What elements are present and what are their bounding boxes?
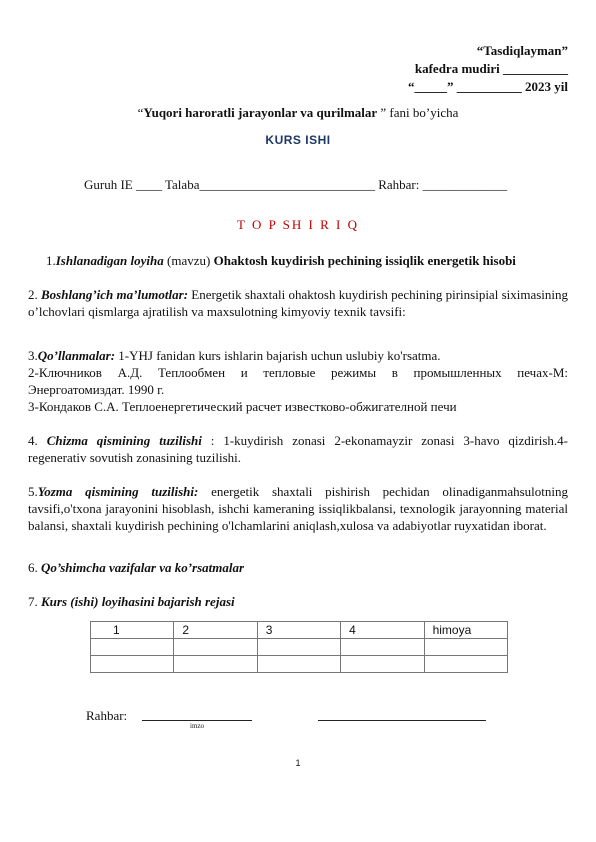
item-7 <box>28 593 568 610</box>
item-5 <box>28 483 568 534</box>
plan-cell <box>424 656 507 673</box>
subject-suffix: ” fani bo’yicha <box>377 105 459 120</box>
item-1-number: 1. <box>46 253 56 268</box>
item-3-reference-3: 3-Кондаков С.А. Теплоенергетический расчет известково-обжигателной печи <box>28 399 457 414</box>
item-7-number: 7. <box>28 594 41 609</box>
plan-table <box>90 621 508 673</box>
approval-title: “Tasdiqlayman” <box>476 43 568 58</box>
kurs-ishi-title: KURS ISHI <box>265 133 331 147</box>
plan-table-header-row <box>91 622 508 639</box>
item-4 <box>28 432 568 466</box>
plan-cell <box>174 639 257 656</box>
subject-open-quote: “ <box>137 105 144 120</box>
plan-cell <box>341 639 424 656</box>
item-4-number: 4. <box>28 433 47 448</box>
plan-header-cell: 2 <box>174 622 257 639</box>
plan-header-cell: 1 <box>91 622 174 639</box>
imzo-label: imzo <box>190 722 204 730</box>
signature-line <box>142 720 252 721</box>
item-5-label: Yozma qismining tuzilishi: <box>37 484 199 499</box>
plan-cell <box>174 656 257 673</box>
item-6-number: 6. <box>28 560 41 575</box>
plan-header-cell: 4 <box>341 622 424 639</box>
item-2-number: 2. <box>28 287 42 302</box>
plan-table-row <box>91 639 508 656</box>
item-1-text: Ohaktosh kuydirish pechining issiqlik energetik hisobi <box>213 253 516 268</box>
plan-header-cell: 3 <box>257 622 340 639</box>
item-5-number: 5. <box>28 484 38 499</box>
item-3-text: 1-YHJ fanidan kurs ishlarin bajarish uchun uslubiy ko'rsatma. <box>115 348 441 363</box>
plan-cell <box>257 639 340 656</box>
item-2 <box>28 286 568 320</box>
item-6-label: Qo’shimcha vazifalar va ko’rsatmalar <box>41 560 245 575</box>
item-7-label: Kurs (ishi) loyihasini bajarish rejasi <box>41 594 235 609</box>
approval-role: kafedra mudiri __________ <box>414 61 568 76</box>
plan-table-row <box>91 656 508 673</box>
item-3-number: 3. <box>28 348 38 363</box>
item-5-text: energetik shaxtali pishirish pechidan olinadiganmahsulotning tavsifi,o'txona jarayonini hisoblash, ishchi kameraning issiqlikbalansi, texnologik jarayonning material balansi, shaxtali kuydirish pechining o'lchamlarini aniqlash,xulosa va adabiyotlar ruyxatidan iborat. <box>28 484 569 533</box>
topshiriq-title: T O P SH I R I Q <box>237 217 359 232</box>
rahbar-label: Rahbar: <box>86 708 128 723</box>
subject-name: Yuqori haroratli jarayonlar va qurilmalar <box>143 105 378 120</box>
subject-line <box>0 105 596 121</box>
item-4-label: Chizma qismining tuzilishi <box>46 433 202 448</box>
plan-cell <box>341 656 424 673</box>
item-2-label: Boshlang’ich ma’lumotlar: <box>41 287 189 302</box>
plan-cell <box>257 656 340 673</box>
approval-date: “_____” __________ 2023 yil <box>408 79 568 94</box>
item-1-paren: (mavzu) <box>163 253 214 268</box>
page-number: 1 <box>295 758 301 768</box>
item-6 <box>28 559 568 576</box>
plan-header-cell: himoya <box>424 622 507 639</box>
item-3-reference-2: 2-Ключников А.Д. Теплообмен и тепловые режимы в промышленных печах-М: Энергоатомиздат. 1990 г. <box>28 365 568 397</box>
plan-cell <box>424 639 507 656</box>
item-2-text: Energetik shaxtali ohaktosh kuydirish pechining pirinsipial siximasining o’lchovlari qismlarga ajratilish va maxsulotning kimyoviy texnik tavsifi: <box>28 287 569 319</box>
item-1-label: Ishlanadigan loyiha <box>55 253 164 268</box>
plan-cell <box>91 656 174 673</box>
item-1 <box>28 252 568 269</box>
guruh-talaba-line: Guruh IE ____ Talaba___________________________ Rahbar: _____________ <box>84 177 508 192</box>
plan-cell <box>91 639 174 656</box>
item-4-text: : 1-kuydirish zonasi 2-ekonamayzir zonasi 3-havo qizdirish.4-regenerativ sovutish zonasining tuzilishi. <box>28 433 568 465</box>
item-3 <box>28 347 568 364</box>
item-3-label: Qo’llanmalar: <box>37 348 116 363</box>
name-line <box>318 720 486 721</box>
